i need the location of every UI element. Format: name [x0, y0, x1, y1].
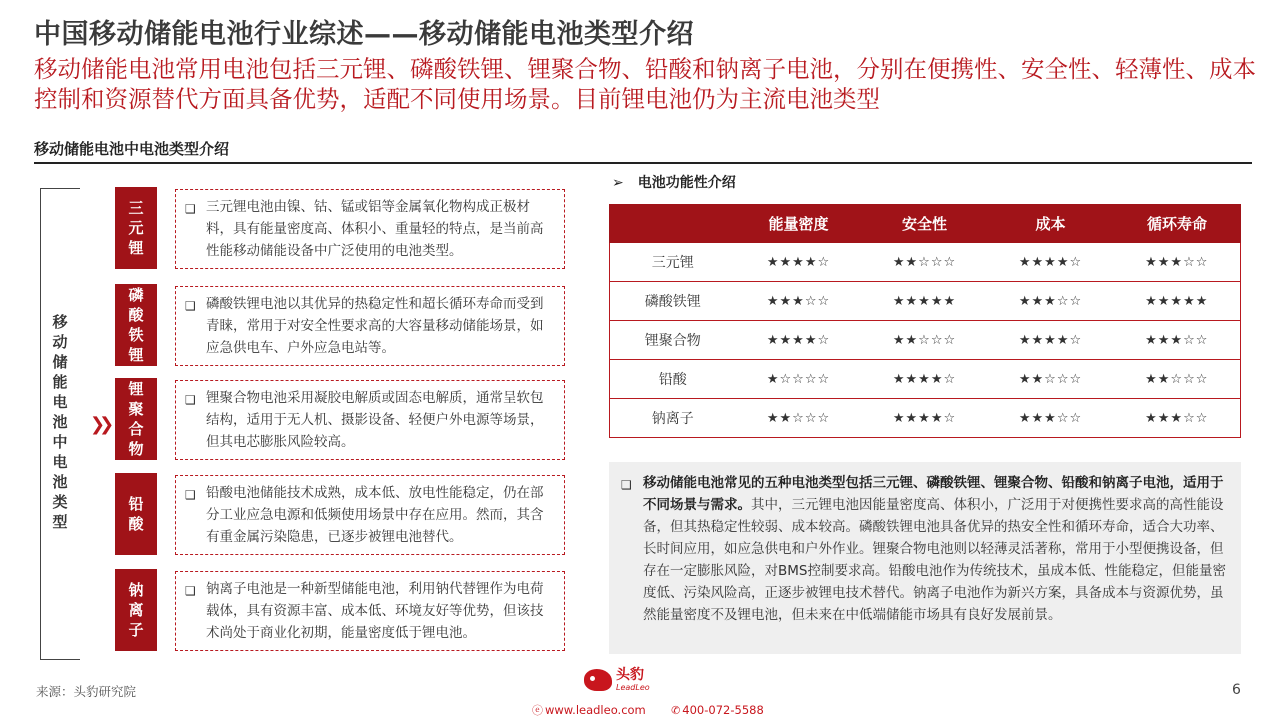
page-title: 中国移动储能电池行业综述——移动储能电池类型介绍 — [34, 19, 694, 50]
star-rating: ★★☆☆☆ — [988, 360, 1114, 399]
star-rating: ★★★★☆ — [988, 243, 1114, 282]
table-row — [610, 360, 1241, 399]
table-cell: 锂聚合物 — [610, 321, 736, 360]
star-rating: ★★★☆☆ — [988, 399, 1114, 438]
globe-icon: ⓔ — [532, 704, 543, 717]
logo-cn-text: 头豹 — [616, 667, 644, 683]
star-rating: ★★★☆☆ — [1114, 243, 1241, 282]
type-label-lithium-polymer: 锂聚合物 — [115, 378, 157, 460]
checkbox-bullet-icon: ❑ — [185, 202, 196, 216]
type-desc-ternary-lithium: ❑ 三元锂电池由镍、钴、锰或铝等金属氧化物构成正极材料，具有能量密度高、体积小、重量轻的特点，是当前高性能移动储能设备中广泛使用的电池类型。 — [175, 189, 565, 269]
website-link[interactable]: www.leadleo.com — [545, 703, 646, 717]
table-header-cell: 安全性 — [862, 205, 988, 243]
battery-function-table — [609, 204, 1241, 438]
summary-text: 其中，三元锂电池因能量密度高、体积小，广泛用于对便携性要求高的高性能设备，但其热稳定性较弱、成本较高。磷酸铁锂电池具备优异的热安全性和循环寿命，适合大功率、长时间应用，如应急供电和户外作业。锂聚合物电池则以轻薄灵活著称，常用于小型便携设备，但存在一定膨胀风险，对BMS控制要求高。铅酸电池作为传统技术，虽成本低、性能稳定，但能量密度低、污染风险高，正逐步被锂电技术替代。钠离子电池作为新兴方案，具备成本与资源优势，虽然能量密度不及锂电池，但未来在中低端储能市场具有良好发展前景。 — [643, 497, 1226, 623]
chevron-right-icon: ❯❯ — [90, 414, 109, 435]
checkbox-bullet-icon: ❑ — [185, 299, 196, 313]
footer-contact — [532, 702, 764, 718]
section-label: 移动储能电池中电池类型介绍 — [34, 140, 230, 158]
leadleo-logo — [584, 668, 650, 692]
page-number: 6 — [1232, 682, 1241, 698]
star-rating: ★★★★★ — [862, 282, 988, 321]
star-rating: ★★★★☆ — [988, 321, 1114, 360]
star-rating: ★★★★★ — [1114, 282, 1241, 321]
table-cell: 铅酸 — [610, 360, 736, 399]
logo-en-text: LeadLeo — [616, 683, 650, 692]
type-desc-lfp: ❑ 磷酸铁锂电池以其优异的热稳定性和超长循环寿命而受到青睐，常用于对安全性要求高的大容量移动储能场景，如应急供电车、户外应急电站等。 — [175, 286, 565, 366]
type-label-lead-acid: 铅酸 — [115, 473, 157, 555]
phone-number: 400-072-5588 — [682, 703, 764, 717]
type-label-lfp: 磷酸铁锂 — [115, 284, 157, 366]
table-header-cell: 成本 — [988, 205, 1114, 243]
star-rating: ★★★☆☆ — [736, 282, 862, 321]
star-rating: ★★★★☆ — [862, 360, 988, 399]
table-row — [610, 399, 1241, 438]
function-title: ➢ 电池功能性介绍 — [612, 175, 736, 191]
star-rating: ★★★★☆ — [736, 321, 862, 360]
arrow-bullet-icon: ➢ — [612, 175, 624, 191]
type-desc-lead-acid: ❑ 铅酸电池储能技术成熟，成本低、放电性能稳定，仍在部分工业应急电源和低频使用场景中存在应用。然而，其含有重金属污染隐患，已逐步被锂电池替代。 — [175, 475, 565, 555]
phone-icon: ✆ — [671, 704, 681, 717]
table-header-cell: 能量密度 — [736, 205, 862, 243]
source-note: 来源：头豹研究院 — [36, 684, 137, 699]
type-desc-sodium-ion: ❑ 钠离子电池是一种新型储能电池，利用钠代替锂作为电荷载体，具有资源丰富、成本低、环境友好等优势，但该技术尚处于商业化初期，能量密度低于锂电池。 — [175, 571, 565, 651]
table-row — [610, 282, 1241, 321]
page-subtitle: 移动储能电池常用电池包括三元锂、磷酸铁锂、锂聚合物、铅酸和钠离子电池，分别在便携性、安全性、轻薄性、成本控制和资源替代方面具备优势，适配不同使用场景。目前锂电池仍为主流电池类型 — [34, 55, 1256, 113]
star-rating: ★★☆☆☆ — [1114, 360, 1241, 399]
table-cell: 三元锂 — [610, 243, 736, 282]
summary-box — [609, 462, 1241, 654]
star-rating: ★★★☆☆ — [1114, 321, 1241, 360]
star-rating: ★★★☆☆ — [988, 282, 1114, 321]
checkbox-bullet-icon: ❑ — [621, 478, 632, 492]
table-row — [610, 321, 1241, 360]
type-label-sodium-ion: 钠离子 — [115, 569, 157, 651]
leopard-logo-icon — [584, 669, 612, 691]
star-rating: ★☆☆☆☆ — [736, 360, 862, 399]
type-label-ternary-lithium: 三元锂 — [115, 187, 157, 269]
table-row — [610, 243, 1241, 282]
table-header-row — [610, 205, 1241, 243]
section-divider — [34, 162, 1252, 164]
star-rating: ★★★☆☆ — [1114, 399, 1241, 438]
star-rating: ★★☆☆☆ — [862, 243, 988, 282]
checkbox-bullet-icon: ❑ — [185, 488, 196, 502]
star-rating: ★★★★☆ — [736, 243, 862, 282]
bracket-label: 移动储能电池中电池类型 — [52, 313, 68, 531]
checkbox-bullet-icon: ❑ — [185, 584, 196, 598]
type-desc-lithium-polymer: ❑ 锂聚合物电池采用凝胶电解质或固态电解质，通常呈软包结构，适用于无人机、摄影设备、轻便户外电源等场景，但其电芯膨胀风险较高。 — [175, 380, 565, 460]
table-header-cell — [610, 205, 736, 243]
checkbox-bullet-icon: ❑ — [185, 393, 196, 407]
star-rating: ★★☆☆☆ — [736, 399, 862, 438]
table-cell: 磷酸铁锂 — [610, 282, 736, 321]
table-header-cell: 循环寿命 — [1114, 205, 1241, 243]
star-rating: ★★★★☆ — [862, 399, 988, 438]
table-cell: 钠离子 — [610, 399, 736, 438]
summary-bold-text: 移动储能电池常见的五种电池类型包括三元锂、磷酸铁锂、锂聚合物、铅酸和钠离子电池，适用于不同场景与需求。 — [643, 475, 1224, 513]
star-rating: ★★☆☆☆ — [862, 321, 988, 360]
